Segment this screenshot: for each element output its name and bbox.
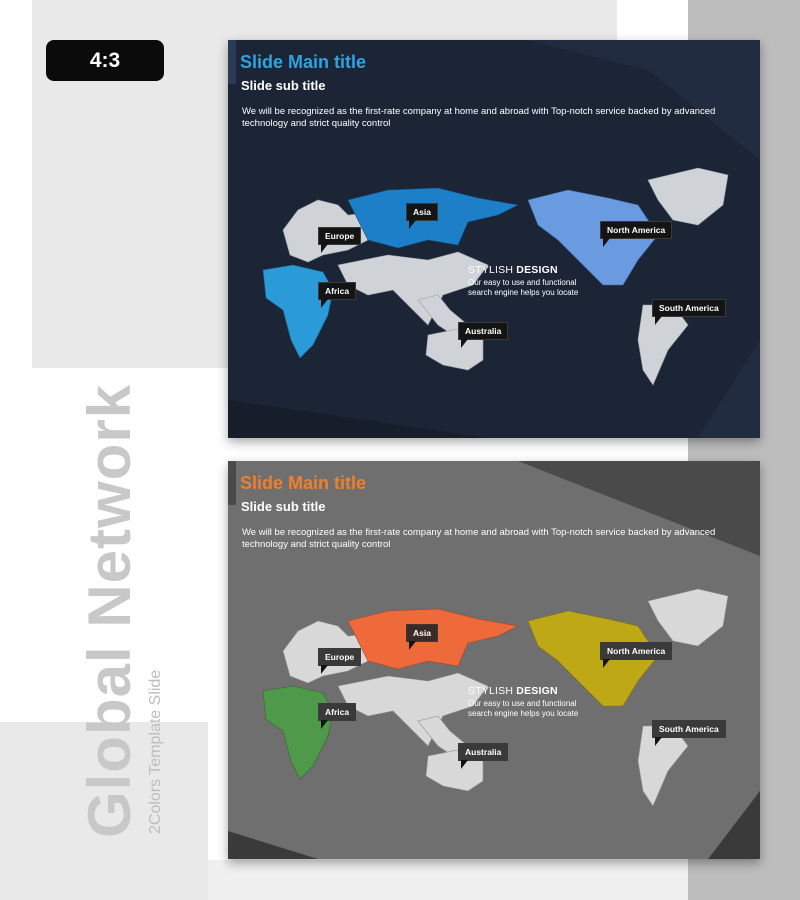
slide-preview-blue[interactable] — [228, 40, 760, 438]
slide-sub-title: Slide sub title — [241, 78, 326, 93]
stylish-design-block — [468, 685, 578, 719]
slide-body-text: We will be recognized as the first-rate company at home and abroad with Top-notch service backed by advanced technology and strict quality control — [242, 106, 716, 129]
callout-australia: Australia — [458, 743, 508, 761]
stylish-design-desc-2: search engine helps you locate — [468, 288, 579, 297]
callout-australia: Australia — [458, 322, 508, 340]
map-africa — [263, 686, 333, 779]
background-panel-footer — [208, 860, 688, 900]
stylish-design-desc-2: search engine helps you locate — [468, 709, 579, 718]
stylish-design-desc-1: Our easy to use and functional — [468, 278, 577, 287]
slide-body-text: We will be recognized as the first-rate company at home and abroad with Top-notch service backed by advanced technology and strict quality control — [242, 527, 716, 550]
callout-africa: Africa — [318, 282, 356, 300]
stylish-design-desc-1: Our easy to use and functional — [468, 699, 577, 708]
slide-main-title: Slide Main title — [240, 52, 367, 72]
side-title — [76, 383, 166, 838]
callout-africa: Africa — [318, 703, 356, 721]
map-south-america — [638, 726, 688, 806]
map-greenland-canada — [648, 589, 728, 646]
world-map — [228, 461, 760, 859]
callout-europe: Europe — [318, 648, 361, 666]
map-middle-east-india — [338, 673, 488, 746]
callout-north-america: North America — [600, 221, 672, 239]
stylish-design-block — [468, 264, 578, 298]
map-greenland-canada — [648, 168, 728, 225]
callout-asia: Asia — [406, 203, 438, 221]
stylish-design-heading: STYLISH DESIGN — [468, 264, 558, 276]
callout-europe: Europe — [318, 227, 361, 245]
map-south-america — [638, 305, 688, 385]
stylish-design-heading: STYLISH DESIGN — [468, 685, 558, 697]
callout-south-america: South America — [652, 720, 726, 738]
world-map — [228, 40, 760, 438]
callout-north-america: North America — [600, 642, 672, 660]
callout-asia: Asia — [406, 624, 438, 642]
side-title-main: Global Network — [76, 383, 143, 838]
slide-main-title: Slide Main title — [240, 473, 367, 493]
side-title-sub: 2Colors Template Slide — [147, 669, 164, 834]
callout-south-america: South America — [652, 299, 726, 317]
map-middle-east-india — [338, 252, 488, 325]
slide-preview-gray[interactable] — [228, 461, 760, 859]
slide-sub-title: Slide sub title — [241, 499, 326, 514]
map-africa — [263, 265, 333, 358]
aspect-ratio-badge: 4:3 — [46, 40, 164, 81]
